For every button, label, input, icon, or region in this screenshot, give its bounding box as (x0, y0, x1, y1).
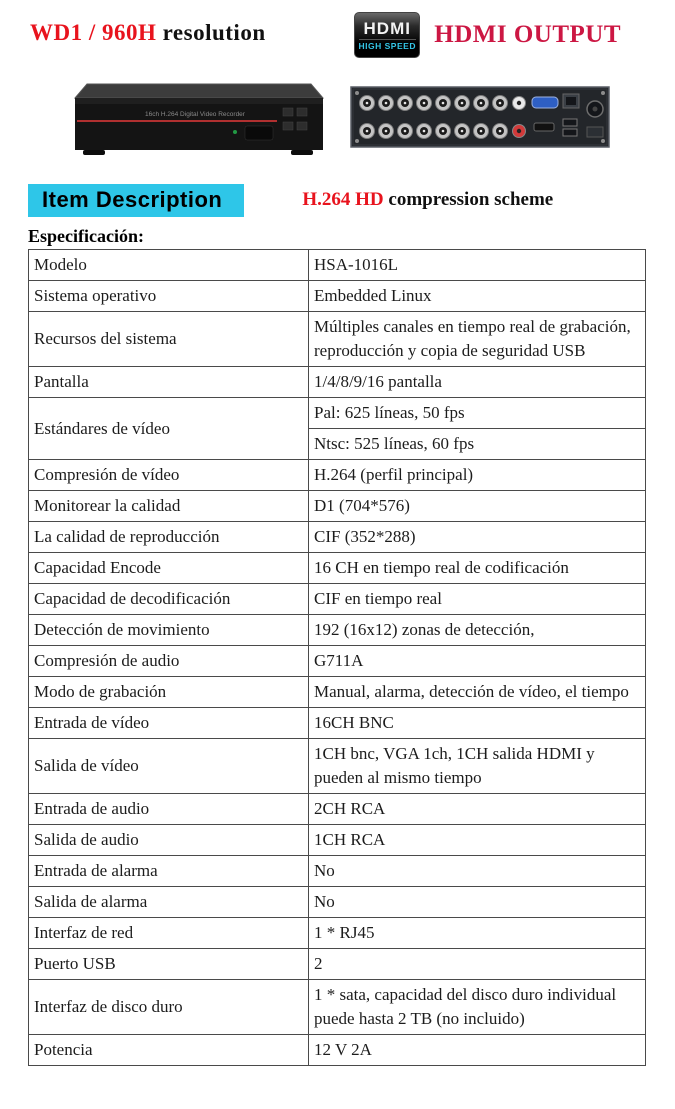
dvr-front-image (65, 68, 333, 168)
spec-label: Salida de audio (29, 825, 309, 856)
spec-label: Recursos del sistema (29, 312, 309, 367)
spec-table-row (29, 980, 646, 1035)
spec-value: 16CH BNC (309, 708, 646, 739)
spec-table-row (29, 522, 646, 553)
resolution-title-black: resolution (156, 20, 266, 45)
resolution-title (30, 12, 266, 46)
hdmi-logo-text: HDMI (363, 18, 411, 38)
spec-table (28, 249, 646, 1066)
spec-table-row (29, 615, 646, 646)
spec-label: Interfaz de disco duro (29, 980, 309, 1035)
spec-label: Sistema operativo (29, 281, 309, 312)
spec-table-row (29, 584, 646, 615)
spec-value: 1CH RCA (309, 825, 646, 856)
spec-table-row (29, 918, 646, 949)
spec-label: Capacidad de decodificación (29, 584, 309, 615)
spec-value: Manual, alarma, detección de vídeo, el tiempo (309, 677, 646, 708)
hdmi-output-label: HDMI OUTPUT (434, 21, 621, 48)
spec-table-body (29, 250, 646, 1066)
spec-table-row (29, 1035, 646, 1066)
spec-value: 1/4/8/9/16 pantalla (309, 367, 646, 398)
spec-value: 192 (16x12) zonas de detección, (309, 615, 646, 646)
spec-table-row (29, 708, 646, 739)
spec-value: No (309, 856, 646, 887)
spec-table-row (29, 250, 646, 281)
spec-value: 1 * sata, capacidad del disco duro individual puede hasta 2 TB (no incluido) (309, 980, 646, 1035)
hdmi-high-speed-text: HIGH SPEED (358, 40, 416, 51)
spec-value: D1 (704*576) (309, 491, 646, 522)
spec-value: 2CH RCA (309, 794, 646, 825)
spec-table-row (29, 825, 646, 856)
svg-text:16ch H.264 Digital Video Recor: 16ch H.264 Digital Video Recorder (144, 111, 245, 118)
spec-value: 16 CH en tiempo real de codificación (309, 553, 646, 584)
spec-value: CIF (352*288) (309, 522, 646, 553)
spec-label: Compresión de audio (29, 646, 309, 677)
compression-scheme-black: compression scheme (383, 189, 554, 210)
spec-table-row (29, 398, 646, 429)
spec-label: Entrada de alarma (29, 856, 309, 887)
spec-label: Estándares de vídeo (29, 398, 309, 460)
compression-scheme-label (302, 189, 553, 211)
spec-label: Modo de grabación (29, 677, 309, 708)
spec-label: Puerto USB (29, 949, 309, 980)
spec-table-row (29, 553, 646, 584)
spec-label: Salida de alarma (29, 887, 309, 918)
spec-value: G711A (309, 646, 646, 677)
spec-label: Entrada de audio (29, 794, 309, 825)
spec-value: 1CH bnc, VGA 1ch, 1CH salida HDMI y pueden al mismo tiempo (309, 739, 646, 794)
spec-value: 2 (309, 949, 646, 980)
spec-label: La calidad de reproducción (29, 522, 309, 553)
spec-value: Ntsc: 525 líneas, 60 fps (309, 429, 646, 460)
hdmi-group (354, 12, 649, 58)
spec-label: Detección de movimiento (29, 615, 309, 646)
spec-table-row (29, 491, 646, 522)
item-description-heading: Item Description (28, 184, 244, 217)
spec-table-row (29, 739, 646, 794)
spec-label: Compresión de vídeo (29, 460, 309, 491)
compression-scheme-red: H.264 HD (302, 189, 384, 210)
product-images-row (0, 64, 675, 172)
spec-value: 1 * RJ45 (309, 918, 646, 949)
spec-label: Capacidad Encode (29, 553, 309, 584)
spec-table-row (29, 367, 646, 398)
top-header (0, 0, 675, 62)
spec-value: H.264 (perfil principal) (309, 460, 646, 491)
spec-value: 12 V 2A (309, 1035, 646, 1066)
dvr-rear-image (349, 79, 611, 157)
spec-label: Salida de vídeo (29, 739, 309, 794)
spec-value: Pal: 625 líneas, 50 fps (309, 398, 646, 429)
spec-table-row (29, 949, 646, 980)
spec-section-title: Especificación: (28, 226, 144, 246)
spec-table-row (29, 281, 646, 312)
section-header (28, 182, 647, 218)
spec-table-row (29, 856, 646, 887)
spec-table-row (29, 794, 646, 825)
spec-label: Pantalla (29, 367, 309, 398)
spec-value: No (309, 887, 646, 918)
spec-value: HSA-1016L (309, 250, 646, 281)
spec-table-row (29, 677, 646, 708)
spec-value: CIF en tiempo real (309, 584, 646, 615)
spec-value: Múltiples canales en tiempo real de grabación, reproducción y copia de seguridad USB (309, 312, 646, 367)
spec-label: Monitorear la calidad (29, 491, 309, 522)
spec-table-row (29, 646, 646, 677)
spec-table-row (29, 460, 646, 491)
spec-value: Embedded Linux (309, 281, 646, 312)
spec-table-row (29, 312, 646, 367)
spec-label: Interfaz de red (29, 918, 309, 949)
hdmi-logo-icon (354, 12, 420, 58)
spec-label: Entrada de vídeo (29, 708, 309, 739)
spec-label: Modelo (29, 250, 309, 281)
spec-table-row (29, 887, 646, 918)
spec-label: Potencia (29, 1035, 309, 1066)
resolution-title-red: WD1 / 960H (30, 20, 157, 45)
